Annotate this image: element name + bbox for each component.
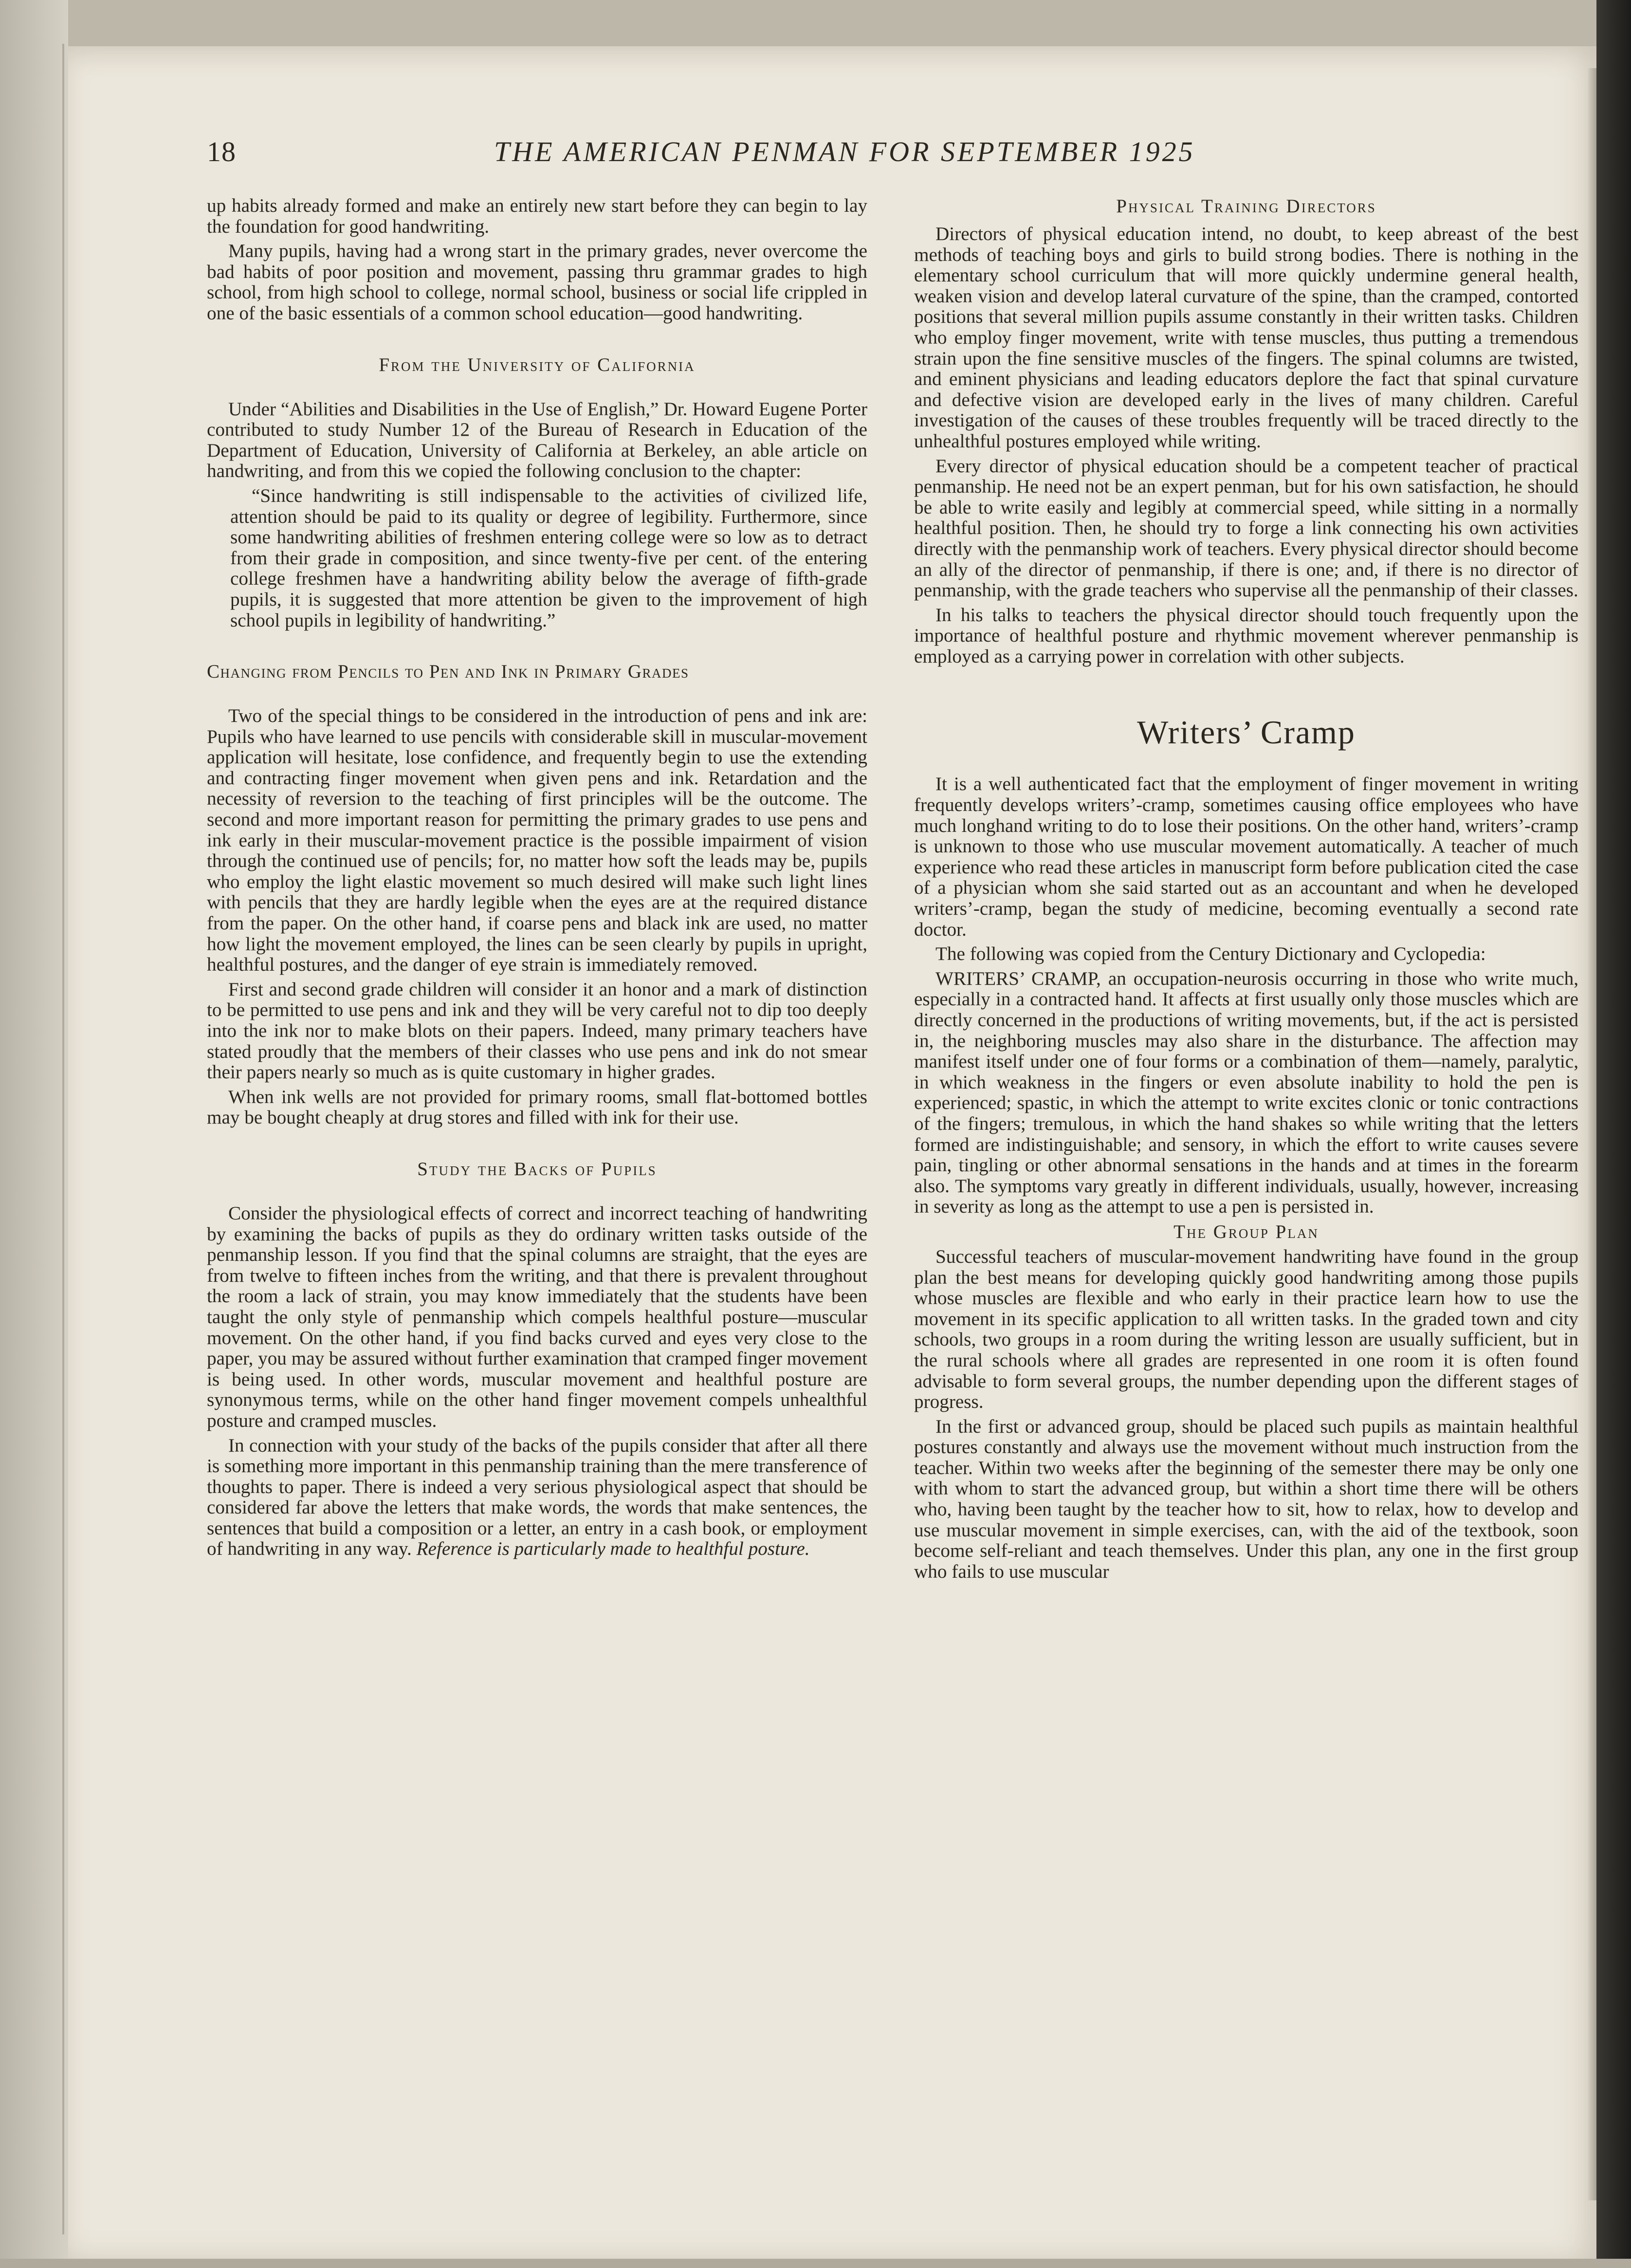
paragraph: Directors of physical education intend, no doubt, to keep abreast of the best methods of teaching boys and girls to build strong bodies. There is nothing in the elementary school curriculum that will more quickly undermine general health, weaken vision and develop lateral curvature of the spine, than the cramped, contorted positions that several million pupils assume constantly in their written tasks. Children who employ finger movement, write with tense muscles, thus putting a tremendous strain upon the fine sensitive muscles of the fingers. The spinal columns are twisted, and eminent physicians and leading educators deplore the fact that spinal curvature and defective vision are developed early in the lives of many children. Careful investigation of the causes of these troubles frequently will be traced directly to the unhealthful postures employed while writing. bbox=[914, 223, 1578, 452]
paragraph bbox=[207, 1436, 867, 1560]
page-number: 18 bbox=[207, 136, 236, 167]
section-heading-university-of-california: From the University of California bbox=[379, 354, 696, 375]
section-heading-pencils-to-pen: Changing from Pencils to Pen and Ink in Primary Grades bbox=[207, 661, 689, 682]
section-heading-physical-training: Physical Training Directors bbox=[1116, 196, 1376, 217]
scan-margin-left bbox=[0, 0, 68, 2268]
section-heading-study-backs: Study the Backs of Pupils bbox=[417, 1158, 657, 1180]
paragraph: It is a well authenticated fact that the employment of finger movement in writing frequently develops writers’-cramp, sometimes causing office employees who have much longhand writing to do to lose their positions. On the other hand, writers’-cramp is unknown to those who use muscular movement automatically. A teacher of much experience who read these articles in manuscript form before publication cited the case of a physician whom she said started out as an accountant and when he developed writers’-cramp, began the study of medicine, becoming eventually a second rate doctor. bbox=[914, 774, 1578, 940]
paragraph: Consider the physiological effects of correct and incorrect teaching of handwriting by examining the backs of pupils as they do ordinary written tasks outside of the penmanship lesson. If you find that the spinal columns are straight, that the eyes are from twelve to fifteen inches from the writing, and that there is prevalent throughout the room a lack of strain, you may know immediately that the students have been taught the only style of penmanship which compels healthful posture—muscular movement. On the other hand, if you find backs curved and eyes very close to the paper, you may be assured without further examination that cramped finger movement is being used. In other words, muscular movement and healthful posture are synonymous terms, while on the other hand finger movement compels unhealthful posture and cramped muscles. bbox=[207, 1202, 867, 1431]
paragraph-text: In connection with your study of the backs of the pupils consider that after all there is something more important in this penmanship training than the mere transference of thoughts to paper. There is indeed a very serious physiological aspect that should be considered far above the letters that make words, the words that make sentences, the sentences that build a composition or a letter, an entry in a cash book, or employment of handwriting in any way. bbox=[207, 1435, 867, 1560]
article-title-writers-cramp: Writers’ Cramp bbox=[1137, 714, 1356, 751]
paragraph: up habits already formed and make an entirely new start before they can begin to lay the foundation for good handwriting. bbox=[207, 196, 867, 237]
paragraph: When ink wells are not provided for primary rooms, small flat-bottomed bottles may be bought cheaply at drug stores and filled with ink for their use. bbox=[207, 1086, 867, 1128]
right-column bbox=[914, 196, 1578, 2192]
paragraph: Two of the special things to be considered in the introduction of pens and ink are: Pupils who have learned to use pencils with considerable skill in muscular-movement application will hesitate, lose confidence, and frequently begin to use the extending and contracting finger movement when given pens and ink. Retardation and the necessity of reversion to the teaching of first principles will be the outcome. The second and more important reason for permitting the primary grades to use pens and ink early in their muscular-movement practice is the possible impairment of vision through the continued use of pencils; for, no matter how soft the leads may be, pupils who employ the light elastic movement so much desired will make such light lines with pencils that they are hardly legible when the eyes are at the required distance from the paper. On the other hand, if coarse pens and black ink are used, no matter how light the movement employed, the lines can be seen clearly by pupils in upright, healthful postures, and the danger of eye strain is immediately removed. bbox=[207, 705, 867, 976]
scan-margin-right bbox=[1596, 0, 1631, 2268]
dictionary-quote: WRITERS’ CRAMP, an occupation-neurosis occurring in those who write much, especially in a contracted hand. It affects at first usually only those muscles which are directly concerned in the productions of writing movements, but, if the act is persisted in, the neighboring muscles may also share in the disturbance. The affection may manifest itself under one of four forms or a combination of them—namely, paralytic, in which weakness in the fingers or even absolute inability to hold the pen is experienced; spastic, in which the attempt to write excites clonic or tonic contractions of the fingers; tremulous, in which the hand shakes so while writing that the letters formed are indistinguishable; and sensory, in which the effort to write causes severe pain, tingling or other abnormal sensations in the hands and at times in the forearm also. The symptoms vary greatly in different individuals, usually, however, increasing in severity as long as the attempt to use a pen is persisted in. bbox=[914, 968, 1578, 1217]
paragraph: In the first or advanced group, should be placed such pupils as maintain healthful postures constantly and always use the movement without much instruction from the teacher. Within two weeks after the beginning of the semester there may be only one with whom to start the advanced group, but within a short time there will be others who, having been taught by the teacher how to sit, how to relax, how to develop and use muscular movement in simple exercises, can, with the aid of the textbook, soon become self-reliant and teach themselves. Under this plan, any one in the first group who fails to use muscular bbox=[914, 1416, 1578, 1582]
paragraph: Every director of physical education should be a competent teacher of practical penmanship. He need not be an expert penman, but for his own satisfaction, he should be able to write easily and legibly at commercial speed, while sitting in a normally healthful position. Then, he should try to forge a link connecting his own activities directly with the penmanship work of teachers. Every physical director should become an ally of the director of penmanship, if there is one; and, if there is no director of penmanship, with the grade teachers who supervise all the penmanship of their classes. bbox=[914, 455, 1578, 601]
paragraph: The following was copied from the Century Dictionary and Cyclopedia: bbox=[935, 943, 1486, 965]
paragraph: Under “Abilities and Disabilities in the Use of English,” Dr. Howard Eugene Porter contributed to study Number 12 of the Bureau of Research in Education of the Department of Education, University of California at Berkeley, an able article on handwriting, and from this we copied the following conclusion to the chapter: bbox=[207, 398, 867, 482]
paragraph: Many pupils, having had a wrong start in the primary grades, never overcome the bad habits of poor position and movement, passing thru grammar grades to high school, from high school to college, normal school, business or social life crippled in one of the basic essentials of a common school education—good handwriting. bbox=[207, 240, 867, 324]
paragraph: In his talks to teachers the physical director should touch frequently upon the importance of healthful posture and rhythmic movement wherever penmanship is employed as a carrying power in correlation with other subjects. bbox=[914, 604, 1578, 667]
scan-margin-bottom bbox=[0, 2259, 1631, 2268]
paragraph: Successful teachers of muscular-movement handwriting have found in the group plan the best means for developing quickly good handwriting among those pupils whose muscles are flexible and who early in their practice learn how to use the movement in its specific application to all written tasks. In the graded town and city schools, two groups in a room during the writing lesson are usually sufficient, but in the rural schools where all grades are represented in one room it is often found advisable to form several groups, the number depending upon the different stages of progress. bbox=[914, 1246, 1578, 1413]
italic-emphasis: Reference is particularly made to healthful posture. bbox=[416, 1538, 810, 1560]
block-quote: “Since handwriting is still indispensable to the activities of civilized life, attention should be paid to its quality or degree of legibility. Furthermore, since some handwriting abilities of freshmen entering college were so low as to detract from their grade in composition, and since twenty-five per cent. of the entering college freshmen have a handwriting ability below the average of fifth-grade pupils, it is suggested that more attention be given to the improvement of high school pupils in legibility of handwriting.” bbox=[230, 485, 867, 631]
scan-binding-edge bbox=[62, 44, 64, 2234]
left-column bbox=[207, 196, 867, 2192]
running-head-title: THE AMERICAN PENMAN FOR SEPTEMBER 1925 bbox=[494, 136, 1195, 167]
section-heading-group-plan: The Group Plan bbox=[1173, 1221, 1319, 1242]
paragraph: First and second grade children will consider it an honor and a mark of distinction to be permitted to use pens and ink and they will be very careful not to dip too deeply into the ink nor to make blots on their papers. Indeed, many primary teachers have stated proudly that the members of their classes who use pens and ink do not smear their papers nearly so much as is quite customary in higher grades. bbox=[207, 978, 867, 1083]
